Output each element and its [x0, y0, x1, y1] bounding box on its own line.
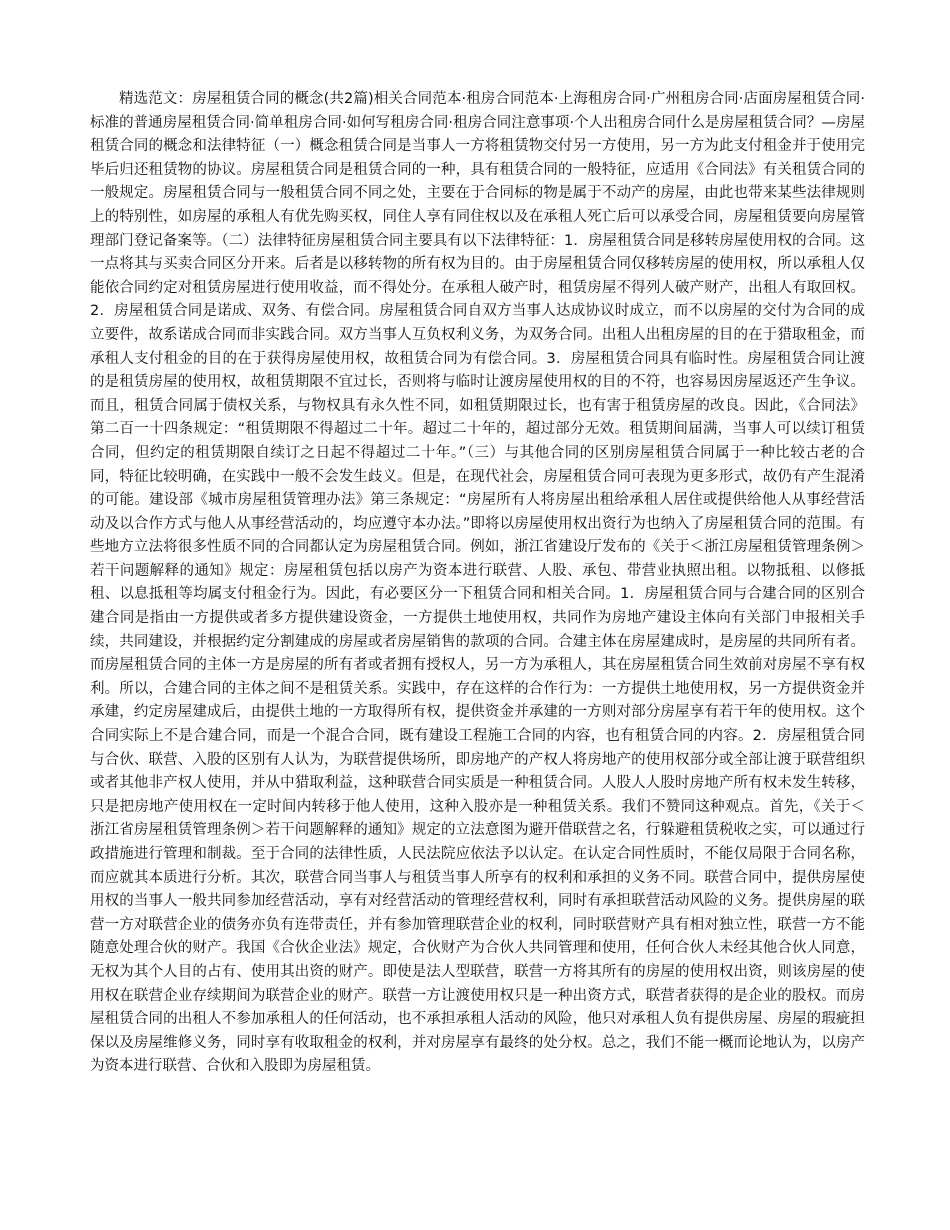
- article-body-paragraph: 精选范文：房屋租赁合同的概念(共2篇)相关合同范本·租房合同范本·上海租房合同·广州租房合同·店面房屋租赁合同·标准的普通房屋租赁合同·简单租房合同·如何写租房合同·租房合同注意事项·个人出租房合同什么是房屋租赁合同？—房屋租赁合同的概念和法律特征（一）概念租赁合同是当事人一方将租赁物交付另一方使用，另一方为此支付租金并于使用完毕后归还租赁物的协议。房屋租赁合同是租赁合同的一种，具有租赁合同的一般特征，应适用《合同法》有关租赁合同的一般规定。房屋租赁合同与一般租赁合同不同之处，主要在于合同标的物是属于不动产的房屋，由此也带来某些法律规则上的特别性，如房屋的承租人有优先购买权，同住人享有同住权以及在承租人死亡后可以承受合同，房屋租赁要向房屋管理部门登记备案等。（二）法律特征房屋租赁合同主要具有以下法律特征：1．房屋租赁合同是移转房屋使用权的合同。这一点将其与买卖合同区分开来。后者是以移转物的所有权为目的。由于房屋租赁合同仅移转房屋的使用权，所以承租人仅能依合同约定对租赁房屋进行使用收益，而不得处分。在承租人破产时，租赁房屋不得列人破产财产，出租人有取回权。2．房屋租赁合同是诺成、双务、有偿合同。房屋租赁合同自双方当事人达成协议时成立，而不以房屋的交付为合同的成立要件，故系诺成合同而非实践合同。双方当事人互负权利义务，为双务合同。出租人出租房屋的目的在于猎取租金，而承租人支付租金的目的在于获得房屋使用权，故租赁合同为有偿合同。3．房屋租赁合同具有临时性。房屋租赁合同让渡的是租赁房屋的使用权，故租赁期限不宜过长，否则将与临时让渡房屋使用权的目的不符，也容易因房屋返还产生争议。而且，租赁合同属于债权关系，与物权具有永久性不同，如租赁期限过长，也有害于租赁房屋的改良。因此，《合同法》第二百一十四条规定：“租赁期限不得超过二十年。超过二十年的，超过部分无效。租赁期间届满，当事人可以续订租赁合同，但约定的租赁期限自续订之日起不得超过二十年。”（三）与其他合同的区别房屋租赁合同属于一种比较古老的合同，特征比较明确，在实践中一般不会发生歧义。但是，在现代社会，房屋租赁合同可表现为更多形式，故仍有产生混淆的可能。建设部《城市房屋租赁管理办法》第三条规定：“房屋所有人将房屋出租给承租人居住或提供给他人从事经营活动及以合作方式与他人从事经营活动的，均应遵守本办法。”即将以房屋使用权出资行为也纳入了房屋租赁合同的范围。有些地方立法将很多性质不同的合同都认定为房屋租赁合同。例如，浙江省建设厅发布的《关于＜浙江房屋租赁管理条例＞若干问题解释的通知》规定：房屋租赁包括以房产为资本进行联营、人股、承包、带营业执照出租。以物抵租、以修抵租、以息抵租等均属支付租金行为。因此，有必要区分一下租赁合同和相关合同。1．房屋租赁合同与合建合同的区别合建合同是指由一方提供或者多方提供建设资金，一方提供土地使用权，共同作为房地产建设主体向有关部门申报相关手续，共同建设，并根据约定分割建成的房屋或者房屋销售的款项的合同。合建主体在房屋建成时，是房屋的共同所有者。而房屋租赁合同的主体一方是房屋的所有者或者拥有授权人，另一方为承租人，其在房屋租赁合同生效前对房屋不享有权利。所以，合建合同的主体之间不是租赁关系。实践中，存在这样的合作行为：一方提供土地使用权，另一方提供资金并承建，约定房屋建成后，由提供土地的一方取得所有权，提供资金并承建的一方则对部分房屋享有若干年的使用权。这个合同实际上不是合建合同，而是一个混合合同，既有建设工程施工合同的内容，也有租赁合同的内容。2．房屋租赁合同与合伙、联营、入股的区别有人认为，为联营提供场所，即房地产的产权人将房地产的使用权部分或全部让渡于联营组织或者其他非产权人使用，并从中猎取利益，这种联营合同实质是一种租赁合同。人股人人股时房地产所有权未发生转移，只是把房地产使用权在一定时间内转移于他人使用，这种入股亦是一种租赁关系。我们不赞同这种观点。首先，《关于＜浙江省房屋租赁管理条例＞若干问题解释的通知》规定的立法意图为避开借联营之名，行躲避租赁税收之实，可以通过行政措施进行管理和制裁。至于合同的法律性质，人民法院应依法予以认定。在认定合同性质时，不能仅局限于合同名称，而应就其本质进行分析。其次，联营合同当事人与租赁当事人所享有的权利和承担的义务不同。联营合同中，提供房屋使用权的当事人一般共同参加经营活动，享有对经营活动的管理经营权利，同时有承担联营活动风险的义务。提供房屋的联营一方对联营企业的债务亦负有连带责任，并有参加管理联营企业的权利，同时联营财产具有相对独立性，联营一方不能随意处理合伙的财产。我国《合伙企业法》规定，合伙财产为合伙人共同管理和使用，任何合伙人未经其他合伙人同意，无权为其个人目的占有、使用其出资的财产。即使是法人型联营，联营一方将其所有的房屋的使用权出资，则该房屋的使用权在联营企业存续期间为联营企业的财产。联营一方让渡使用权只是一种出资方式，联营者获得的是企业的股权。而房屋租赁合同的出租人不参加承租人的任何活动，也不承担承租人活动的风险，他只对承租人负有提供房屋、房屋的瑕疵担保以及房屋维修义务，同时享有收取租金的权利，并对房屋享有最终的处分权。总之，我们不能一概而论地认为，以房产为资本进行联营、合伙和入股即为房屋租赁。: [90, 91, 865, 1075]
- document-page: [90, 88, 865, 1079]
